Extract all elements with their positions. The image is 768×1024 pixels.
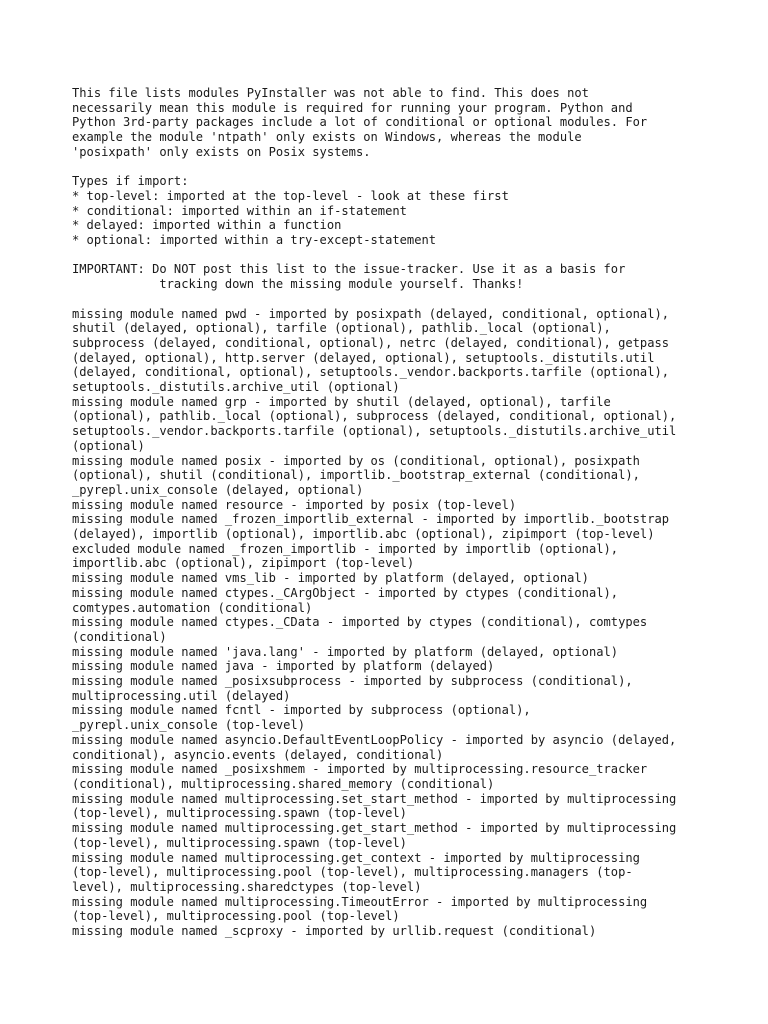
- module-entry-line: (top-level), multiprocessing.pool (top-level): [72, 909, 400, 924]
- module-entry-line: (delayed), importlib (optional), importlib.abc (optional), zipimport (top-level): [72, 527, 655, 542]
- intro-paragraph: [72, 86, 762, 160]
- module-entry-line: excluded module named _frozen_importlib - imported by importlib (optional),: [72, 541, 619, 556]
- module-entry-line: _pyrepl.unix_console (delayed, optional): [72, 482, 364, 497]
- module-entry-line: missing module named multiprocessing.TimeoutError - imported by multiprocessing: [72, 894, 648, 909]
- module-entry-line: missing module named ctypes._CArgObject - imported by ctypes (conditional),: [72, 585, 619, 600]
- module-entry-line: (delayed, optional), http.server (delayed, optional), setuptools._distutils.util: [72, 350, 655, 365]
- types-line: * optional: imported within a try-except-statement: [72, 233, 437, 248]
- module-entry-line: missing module named _posixsubprocess - imported by subprocess (conditional),: [72, 674, 633, 689]
- module-entry-line: (conditional), multiprocessing.shared_memory (conditional): [72, 777, 495, 791]
- module-entry-line: (top-level), multiprocessing.spawn (top-level): [72, 835, 407, 850]
- module-entry-line: setuptools._distutils.archive_util (optional): [72, 380, 400, 395]
- module-entry-line: _pyrepl.unix_console (top-level): [72, 718, 305, 733]
- important-line: IMPORTANT: Do NOT post this list to the issue-tracker. Use it as a basis for: [72, 262, 626, 277]
- intro-line: example the module 'ntpath' only exists on Windows, whereas the module: [72, 130, 582, 145]
- module-entry-line: missing module named multiprocessing.get_start_method - imported by multiprocessing: [72, 821, 677, 836]
- module-entry-line: subprocess (delayed, conditional, optional), netrc (delayed, conditional), getpass: [72, 335, 670, 350]
- intro-line: necessarily mean this module is required for running your program. Python and: [72, 100, 633, 115]
- module-entry-line: (optional): [72, 438, 145, 453]
- module-entry-line: missing module named multiprocessing.set_start_method - imported by multiprocessing: [72, 791, 677, 806]
- module-entry-line: (delayed, conditional, optional), setuptools._vendor.backports.tarfile (optional),: [72, 365, 670, 380]
- intro-line: Python 3rd-party packages include a lot of conditional or optional modules. For: [72, 115, 648, 130]
- types-line: Types if import:: [72, 174, 189, 189]
- module-entry-line: (top-level), multiprocessing.pool (top-level), multiprocessing.managers (top-: [72, 865, 633, 880]
- module-entry-line: missing module named pwd - imported by posixpath (delayed, conditional, optional),: [72, 306, 670, 321]
- intro-line: This file lists modules PyInstaller was not able to find. This does not: [72, 86, 589, 100]
- module-entry-line: missing module named fcntl - imported by subprocess (optional),: [72, 703, 531, 718]
- module-entry-line: (conditional): [72, 629, 167, 644]
- module-entry-line: missing module named ctypes._CData - imported by ctypes (conditional), comtypes: [72, 615, 648, 630]
- module-entry-line: missing module named _frozen_importlib_external - imported by importlib._bootstrap: [72, 512, 670, 527]
- module-entry-line: setuptools._vendor.backports.tarfile (optional), setuptools._distutils.archive_util: [72, 424, 677, 439]
- module-entry-line: missing module named resource - imported by posix (top-level): [72, 497, 517, 512]
- module-entry-line: conditional), asyncio.events (delayed, conditional): [72, 747, 444, 762]
- module-entry-line: missing module named 'java.lang' - imported by platform (delayed, optional): [72, 644, 619, 659]
- module-entry-line: missing module named asyncio.DefaultEventLoopPolicy - imported by asyncio (delayed,: [72, 732, 677, 747]
- types-line: * top-level: imported at the top-level - look at these first: [72, 188, 509, 203]
- module-entry-line: (optional), pathlib._local (optional), subprocess (delayed, conditional, optional),: [72, 409, 677, 424]
- module-entry-line: missing module named multiprocessing.get_context - imported by multiprocessing: [72, 850, 640, 865]
- types-line: * conditional: imported within an if-statement: [72, 203, 407, 218]
- module-entry-line: comtypes.automation (conditional): [72, 600, 313, 615]
- document-page: [72, 86, 762, 953]
- module-entry-line: (top-level), multiprocessing.spawn (top-level): [72, 806, 407, 821]
- important-line: tracking down the missing module yourself. Thanks!: [72, 277, 524, 292]
- module-entry-line: shutil (delayed, optional), tarfile (optional), pathlib._local (optional),: [72, 321, 611, 336]
- import-types-list: [72, 174, 762, 248]
- module-entry-line: missing module named _posixshmem - imported by multiprocessing.resource_tracker: [72, 762, 648, 777]
- module-entry-line: level), multiprocessing.sharedctypes (top-level): [72, 879, 422, 894]
- module-entry-line: missing module named java - imported by platform (delayed): [72, 659, 495, 674]
- missing-modules-list: [72, 307, 762, 939]
- intro-line: 'posixpath' only exists on Posix systems.: [72, 144, 371, 159]
- module-entry-line: missing module named grp - imported by shutil (delayed, optional), tarfile: [72, 394, 611, 409]
- module-entry-line: missing module named vms_lib - imported by platform (delayed, optional): [72, 571, 589, 586]
- module-entry-line: importlib.abc (optional), zipimport (top-level): [72, 556, 415, 571]
- module-entry-line: multiprocessing.util (delayed): [72, 688, 291, 703]
- module-entry-line: missing module named posix - imported by os (conditional, optional), posixpath: [72, 453, 640, 468]
- important-notice: [72, 262, 762, 291]
- module-entry-line: (optional), shutil (conditional), importlib._bootstrap_external (conditional),: [72, 468, 640, 483]
- types-line: * delayed: imported within a function: [72, 218, 342, 233]
- module-entry-line: missing module named _scproxy - imported by urllib.request (conditional): [72, 924, 597, 939]
